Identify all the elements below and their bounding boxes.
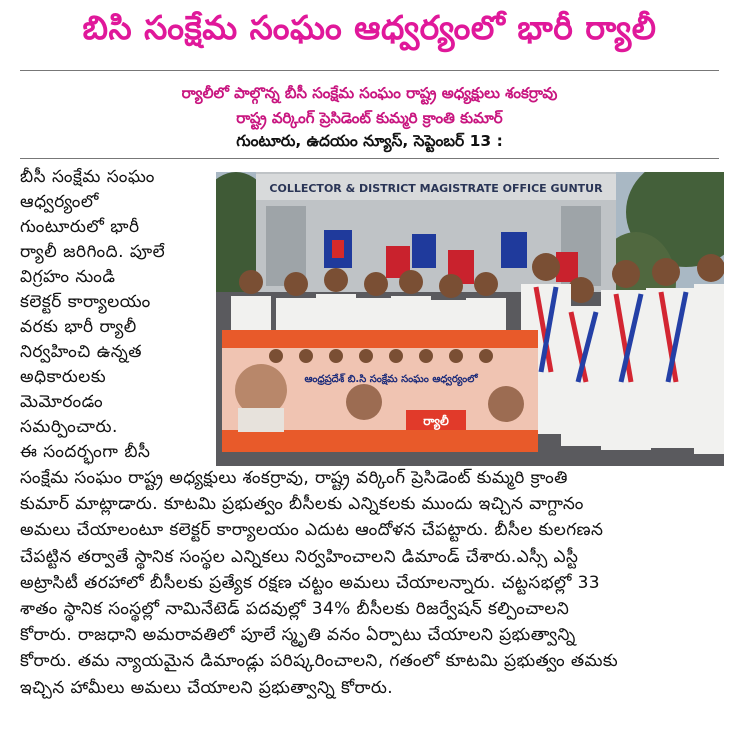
body-line: కోరారు. రాజధాని అమరావతిలో పూలే స్మృతి వనం ఏర్పాటు చేయాలని ప్రభుత్వాన్ని: [20, 625, 576, 646]
body-line: అట్రాసిటీ తరహాలో బీసీలకు ప్రత్యేక రక్షణ చట్టం అమలు చేయాలన్నారు. చట్టసభల్లో 33: [20, 572, 601, 593]
banner-rally: ర్యాలీ: [423, 414, 449, 428]
column-line: బీసీ సంక్షేమ సంఘం: [20, 167, 155, 187]
rally-banner: [222, 330, 538, 452]
subheadline-2: రాష్ట్ర వర్కింగ్ ప్రెసిడెంట్ కుమ్మరి క్రాంతి కుమార్: [236, 109, 503, 127]
body-line: చేపట్టిన తర్వాతే స్థానిక సంస్థల ఎన్నికలు నిర్వహించాలని డిమాండ్ చేశారు.ఎస్సీ ఎస్టీ: [20, 546, 579, 567]
body-line: ఇచ్చిన హామీలు అమలు చేయాలని ప్రభుత్వాన్ని కోరారు.: [20, 677, 394, 698]
column-line: వరకు భారీ ర్యాలీ: [20, 317, 137, 337]
body-text: [20, 465, 720, 701]
dateline: గుంటూరు, ఉదయం న్యూస్, సెప్టెంబర్ 13 :: [236, 132, 503, 150]
body-line: శాతం స్థానిక సంస్థల్లో నామినేటెడ్ పదవుల్లో 34% బీసీలకు రిజర్వేషన్ కల్పించాలని: [20, 598, 570, 619]
body-line: అమలు చేయాలంటూ కలెక్టర్ కార్యాలయం ఎదుట ఆందోళన చేపట్టారు. బీసీల కులగణన: [20, 520, 604, 541]
rally-photo: [216, 172, 724, 466]
headline-divider: [20, 70, 719, 71]
body-line: కుమార్ మాట్లాడారు. కూటమి ప్రభుత్వం బీసీలకు ఎన్నికలకు ముందు ఇచ్చిన వాగ్దానం: [20, 494, 584, 515]
column-line: గుంటూరులో భారీ: [20, 217, 140, 237]
subheadline-1: ర్యాలీలో పాల్గొన్న బీసీ సంక్షేమ సంఘం రాష్ట్ర అధ్యక్షులు శంకర్రావు: [181, 84, 558, 102]
column-line: నిర్వహించి ఉన్నత: [20, 342, 142, 362]
column-line: విగ్రహం నుండి: [20, 267, 116, 287]
body-line: సంక్షేమ సంఘం రాష్ట్ర అధ్యక్షులు శంకర్రావు, రాష్ట్ర వర్కింగ్ ప్రెసిడెంట్ కుమ్మరి క్రాంతి: [20, 468, 568, 488]
column-line: ర్యాలీ జరిగింది. పూలే: [20, 242, 166, 262]
body-line: కోరారు. తమ న్యాయమైన డిమాండ్లు పరిష్కరించాలని, గతంలో కూటమి ప్రభుత్వం తమకు: [20, 651, 619, 672]
column-line: మెమోరండం: [20, 392, 104, 412]
column-line: సమర్పించారు.: [20, 417, 118, 437]
headline: బిసి సంక్షేమ సంఘం ఆధ్వర్యంలో భారీ ర్యాలీ: [82, 8, 657, 47]
banner-title: ఆంధ్రప్రదేశ్ బి.సి సంక్షేమ సంఘం ఆధ్వర్యంలో: [304, 374, 478, 385]
dateline-divider: [20, 158, 719, 159]
column-text: [20, 165, 215, 465]
column-line: ఈ సందర్భంగా బీసీ: [20, 442, 151, 462]
column-line: ఆధ్వర్యంలో: [20, 192, 99, 212]
column-line: కలెక్టర్ కార్యాలయం: [20, 292, 151, 312]
building-sign: COLLECTOR & DISTRICT MAGISTRATE OFFICE GUNTUR: [269, 182, 603, 195]
column-line: అధికారులకు: [20, 367, 107, 387]
